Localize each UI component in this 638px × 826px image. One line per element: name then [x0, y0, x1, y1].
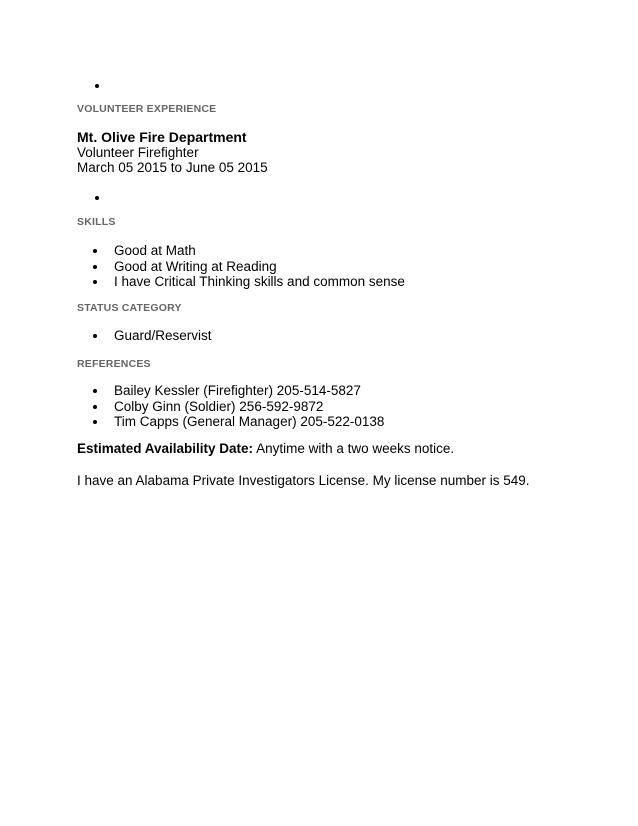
- status-heading: STATUS CATEGORY: [77, 302, 182, 314]
- list-item: Good at Math: [93, 243, 405, 259]
- list-item: Tim Capps (General Manager) 205-522-0138: [93, 414, 384, 430]
- skills-heading: SKILLS: [77, 216, 116, 228]
- job-dates: March 05 2015 to June 05 2015: [77, 160, 268, 175]
- availability-label: Estimated Availability Date:: [77, 441, 254, 456]
- list-item: Bailey Kessler (Firefighter) 205-514-5827: [93, 383, 384, 399]
- references-list: [93, 383, 384, 430]
- empty-bullet: [95, 84, 99, 88]
- references-heading: REFERENCES: [77, 358, 151, 370]
- job-title: Volunteer Firefighter: [77, 145, 199, 160]
- status-list: [93, 328, 212, 344]
- list-item: Colby Ginn (Soldier) 256-592-9872: [93, 399, 384, 415]
- list-item: Guard/Reservist: [93, 328, 212, 344]
- empty-bullet: [95, 196, 99, 200]
- license-note: I have an Alabama Private Investigators License. My license number is 549.: [77, 473, 530, 488]
- list-item: Good at Writing at Reading: [93, 259, 405, 275]
- availability-value: Anytime with a two weeks notice.: [253, 441, 455, 456]
- organization-name: Mt. Olive Fire Department: [77, 129, 247, 145]
- availability-line: [77, 441, 454, 456]
- volunteer-heading: VOLUNTEER EXPERIENCE: [77, 103, 217, 115]
- skills-list: [93, 243, 405, 290]
- list-item: I have Critical Thinking skills and common sense: [93, 274, 405, 290]
